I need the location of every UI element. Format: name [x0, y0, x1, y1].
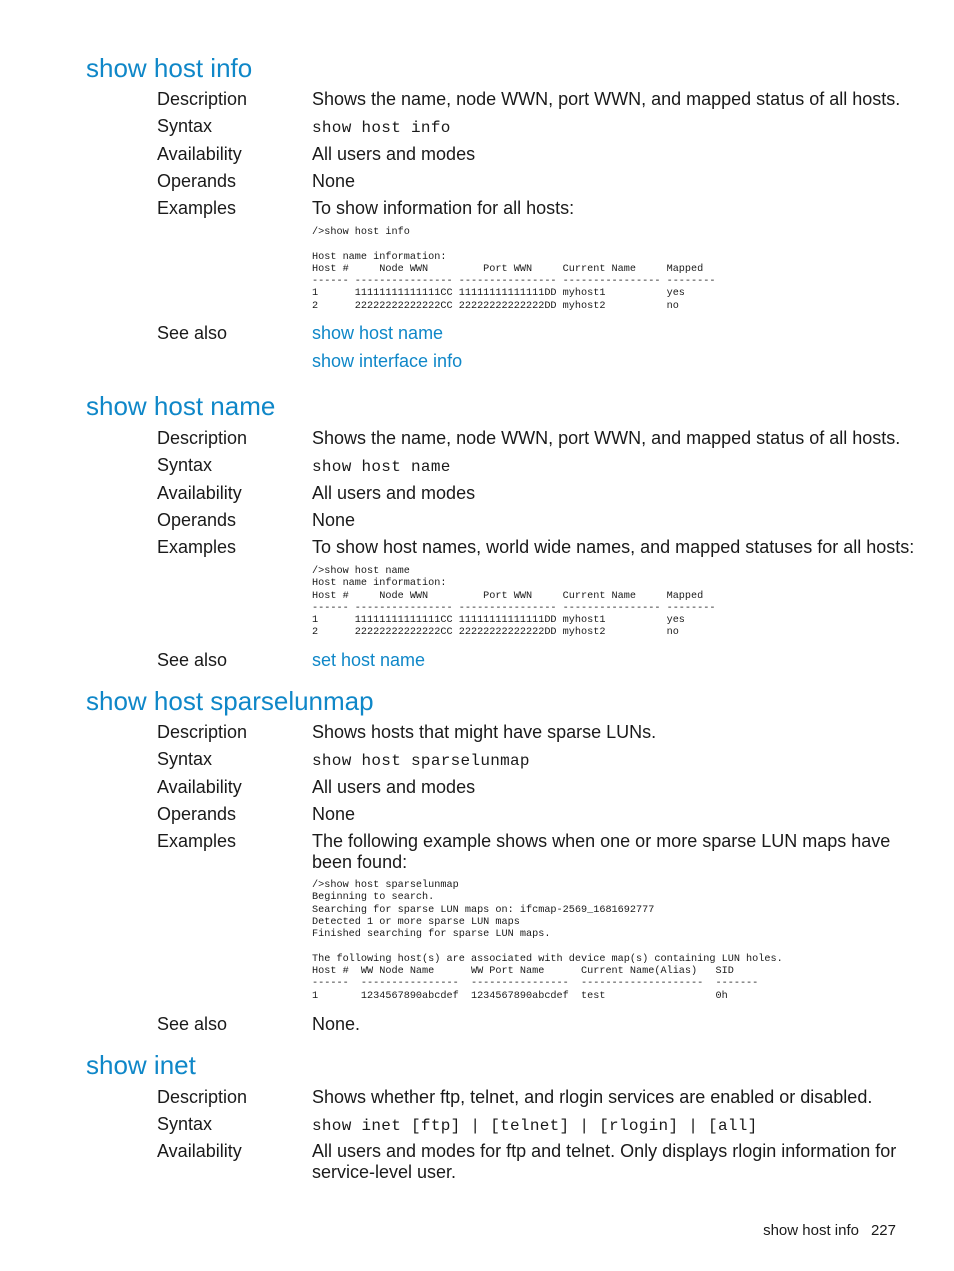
see-also-label: See also: [157, 323, 228, 343]
description-text: Shows hosts that might have sparse LUNs.: [312, 722, 657, 742]
examples-label: Examples: [157, 537, 237, 557]
see-also-label: See also: [157, 650, 228, 670]
example-code-block: />show host name Host name information: Host # Node WWN Port WWN Current Name Mapped ------ ---------------- ---------------- ---------------- -------- 1 11111111111111CC 11111111111111DD myhost1 yes 2 22222222222222CC 22222222222222DD myhost2 no: [312, 566, 716, 639]
page-number: 227: [870, 1222, 896, 1239]
description-label: Description: [157, 89, 248, 109]
availability-text: All users and modes: [312, 144, 476, 164]
examples-text: To show information for all hosts:: [312, 198, 575, 218]
operands-label: Operands: [157, 804, 237, 824]
examples-label: Examples: [157, 831, 237, 851]
description-text: Shows the name, node WWN, port WWN, and mapped status of all hosts.: [312, 428, 901, 448]
section-title: show host name: [86, 391, 276, 421]
see-also-label: See also: [157, 1014, 228, 1034]
availability-text: All users and modes for ftp and telnet. Only displays rlogin information for service-level user.: [312, 1141, 897, 1182]
see-also-link-show-interface-info[interactable]: show interface info: [312, 351, 463, 371]
operands-label: Operands: [157, 171, 237, 191]
availability-text: All users and modes: [312, 777, 476, 797]
running-title: show host info: [763, 1222, 859, 1239]
availability-label: Availability: [157, 777, 242, 797]
see-also-link-set-host-name[interactable]: set host name: [312, 650, 426, 670]
syntax-command: show inet [ftp] | [telnet] | [rlogin] | [all]: [312, 1117, 758, 1135]
syntax-label: Syntax: [157, 1114, 213, 1134]
section-title: show inet: [86, 1050, 196, 1080]
syntax-label: Syntax: [157, 455, 213, 475]
description-label: Description: [157, 428, 248, 448]
examples-text: The following example shows when one or more sparse LUN maps have been found:: [312, 831, 891, 872]
see-also-link-show-host-name[interactable]: show host name: [312, 323, 444, 343]
syntax-label: Syntax: [157, 116, 213, 136]
description-label: Description: [157, 1087, 248, 1107]
examples-text: To show host names, world wide names, and mapped statuses for all hosts:: [312, 537, 915, 557]
operands-text: None: [312, 510, 356, 530]
syntax-label: Syntax: [157, 749, 213, 769]
example-code-block: />show host info Host name information: Host # Node WWN Port WWN Current Name Mapped ------ ---------------- ---------------- ---------------- -------- 1 11111111111111CC 11111111111111DD myhost1 yes 2 22222222222222CC 22222222222222DD myhost2 no: [312, 227, 716, 312]
operands-text: None: [312, 171, 356, 191]
see-also-text: None.: [312, 1014, 361, 1034]
page-footer: [763, 1222, 896, 1240]
operands-label: Operands: [157, 510, 237, 530]
example-code-block: />show host sparselunmap Beginning to search. Searching for sparse LUN maps on: ifcmap-2569_1681692777 Detected 1 or more sparse LUN maps Finished searching for sparse LUN maps. The following host(s) are associated with device map(s) containing LUN holes. Host # WW Node Name WW Port Name Current Name(Alias) SID ------ ---------------- ---------------- -------------------- ------- 1 1234567890abcdef 1234567890abcdef test 0h: [312, 880, 783, 1002]
availability-label: Availability: [157, 1141, 242, 1161]
description-label: Description: [157, 722, 248, 742]
syntax-command: show host info: [312, 119, 451, 137]
examples-label: Examples: [157, 198, 237, 218]
operands-text: None: [312, 804, 356, 824]
availability-label: Availability: [157, 144, 242, 164]
syntax-command: show host sparselunmap: [312, 752, 530, 770]
section-title: show host sparselunmap: [86, 686, 374, 716]
description-text: Shows whether ftp, telnet, and rlogin services are enabled or disabled.: [312, 1087, 873, 1107]
section-title: show host info: [86, 53, 253, 83]
syntax-command: show host name: [312, 458, 451, 476]
availability-text: All users and modes: [312, 483, 476, 503]
availability-label: Availability: [157, 483, 242, 503]
description-text: Shows the name, node WWN, port WWN, and mapped status of all hosts.: [312, 89, 901, 109]
